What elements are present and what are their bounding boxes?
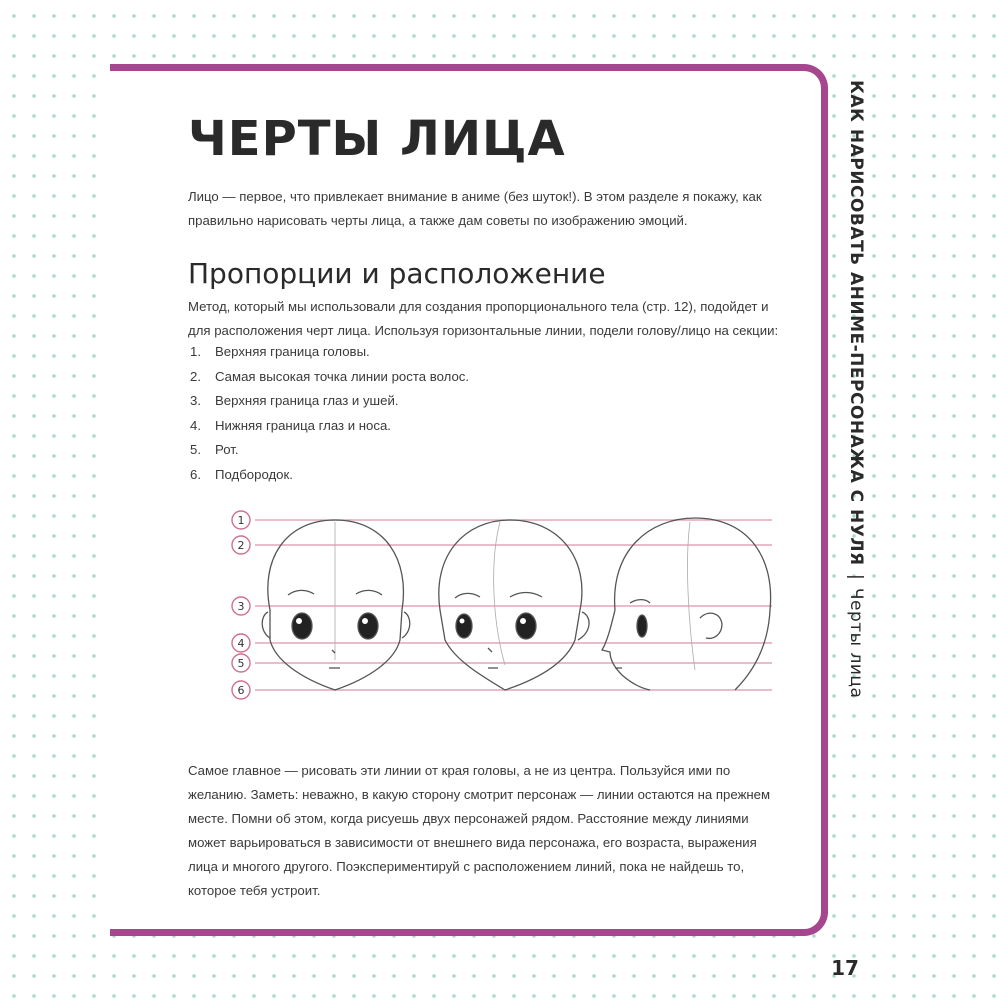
page-title: ЧЕРТЫ ЛИЦА [188, 111, 566, 167]
book-title-vertical [836, 80, 866, 699]
method-paragraph: Метод, который мы использовали для создания пропорционального тела (стр. 12), подойдет и для расположения черт лица. Используя горизонтальные линии, подели голову/лицо на секции: [188, 299, 779, 338]
list-item [188, 417, 783, 442]
book-title: КАК НАРИСОВАТЬ АНИМЕ-ПЕРСОНАЖА С НУЛЯ [846, 80, 866, 566]
list-number: 4. [190, 417, 201, 433]
profile-face-sketch [602, 518, 771, 690]
title-separator: | [846, 573, 866, 580]
line-label: 5 [237, 657, 245, 670]
face-proportions-illustration [110, 500, 780, 720]
list-number: 2. [190, 368, 201, 384]
line-label: 2 [237, 539, 245, 552]
list-item [188, 368, 783, 393]
list-text: Рот. [215, 442, 239, 457]
list-item [188, 392, 783, 417]
list-text: Нижняя граница глаз и носа. [215, 417, 391, 433]
intro-paragraph: Лицо — первое, что привлекает внимание в аниме (без шуток!). В этом разделе я покажу, как правильно нарисовать черты лица, а также дам советы по изображению эмоций. [188, 189, 762, 228]
line-label: 6 [237, 684, 245, 697]
list-item [188, 466, 783, 491]
section-name: Черты лица [846, 587, 866, 699]
list-number: 3. [190, 393, 201, 408]
list-item [188, 441, 783, 466]
page-number: 17 [831, 956, 859, 980]
list-number: 6. [190, 466, 201, 482]
line-label: 3 [237, 600, 245, 613]
list-text: Самая высокая точка линии роста волос. [215, 368, 470, 384]
line-labels [232, 511, 250, 699]
line-label: 4 [237, 637, 245, 650]
body-paragraph: Самое главное — рисовать эти линии от края головы, а не из центра. Пользуйся ими по желанию. Заметь: неважно, в какую сторону смотрит персонаж — линии остаются на прежнем месте. Помни об этом, когда рисуешь двух персонажей рядом. Расстояние между линиями может варьироваться в зависимости от внешнего вида персонажа, его возраста, выражения лица и многого другого. Поэкспериментируй с расположением линий, пока не найдешь то, которое тебя устроит. [188, 763, 771, 898]
list-text: Верхняя граница головы. [215, 344, 370, 359]
list-item [188, 343, 783, 368]
list-text: Подбородок. [215, 466, 293, 482]
steps-list [188, 343, 783, 490]
list-number: 5. [190, 442, 201, 457]
list-text: Верхняя граница глаз и ушей. [215, 393, 399, 408]
line-label: 1 [237, 514, 245, 527]
section-heading: Пропорции и расположение [188, 257, 606, 290]
list-number: 1. [190, 344, 201, 359]
